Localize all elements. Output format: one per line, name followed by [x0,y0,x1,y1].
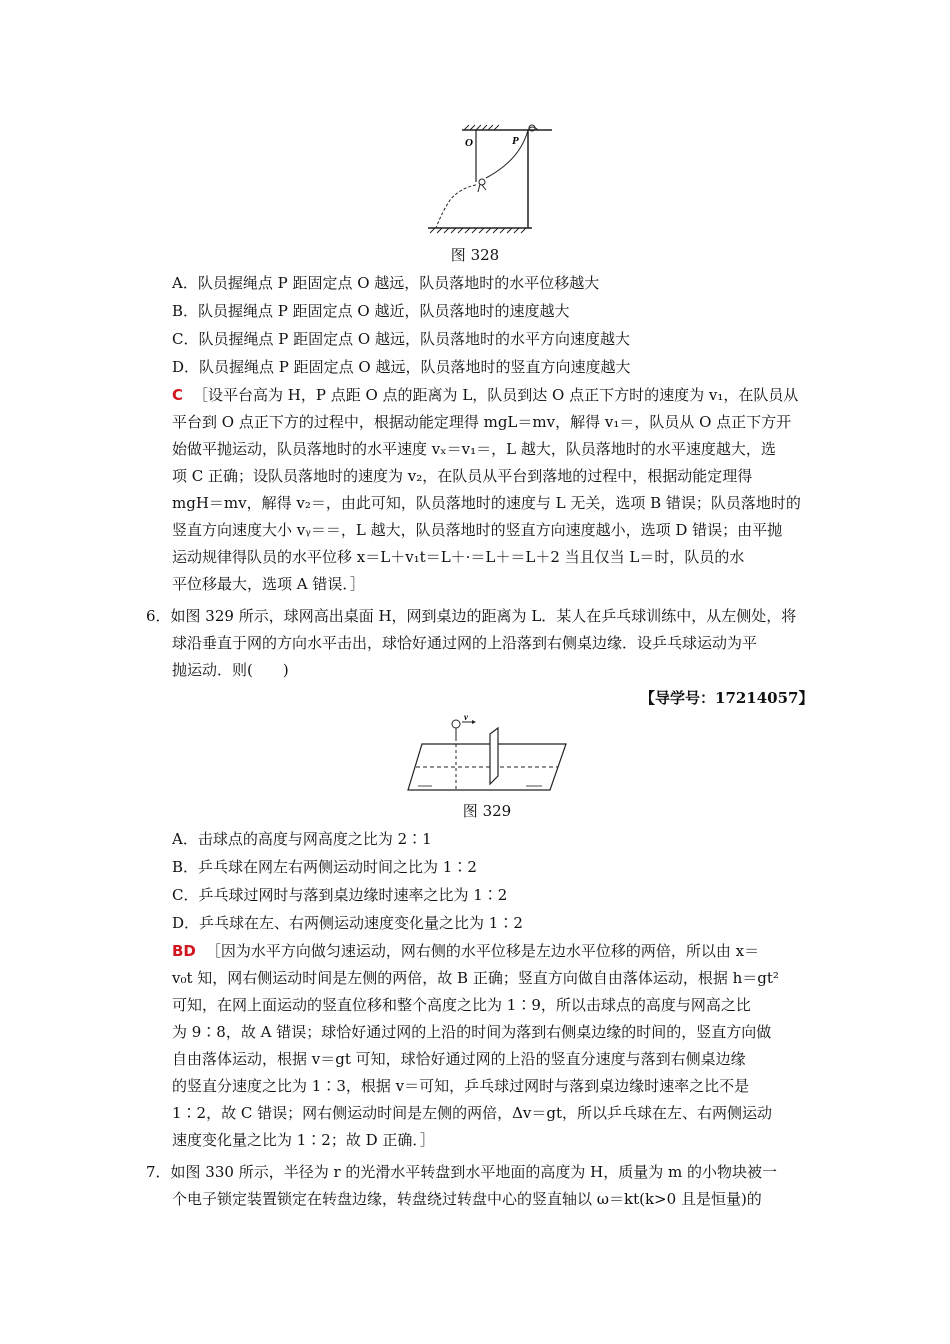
q6-answer-line [172,941,759,961]
q5-explanation-line-2: 平台到 O 点正下方的过程中，根据动能定理得 mgL＝mv，解得 v₁＝，队员从 O 点正下方开 [172,413,792,431]
figure-329-label-v: v [464,714,468,722]
q5-option-a: A．队员握绳点 P 距固定点 O 越远，队员落地时的水平位移越大 [172,274,600,292]
q6-answer: BD [172,942,196,960]
q6-stem-line-2: 球沿垂直于网的方向水平击出，球恰好通过网的上沿落到右侧桌边缘．设乒乓球运动为平 [172,634,758,652]
q6-guide-number: 【导学号：17214057】 [640,689,814,707]
q5-option-b: B．队员握绳点 P 距固定点 O 越近，队员落地时的速度越大 [172,302,570,320]
q6-explanation-line-3: 可知，在网上面运动的竖直位移和整个高度之比为 1∶9，所以击球点的高度与网高之比 [172,996,751,1014]
q7-stem-line-2: 个电子锁定装置锁定在转盘边缘，转盘绕过转盘中心的竖直轴以 ω＝kt(k>0 且是恒量)的 [172,1190,762,1208]
q5-option-d: D．队员握绳点 P 距固定点 O 越远，队员落地时的竖直方向速度越大 [172,358,631,376]
q5-explanation-line-5: mgH＝mv，解得 v₂＝，由此可知，队员落地时的速度与 L 无关，选项 B 错误；队员落地时的 [172,494,801,512]
q5-explanation-line-7: 运动规律得队员的水平位移 x＝L＋v₁t＝L＋·＝L＋＝L＋2 当且仅当 L＝时，队员的水 [172,548,745,566]
q7-stem-line-1: 7．如图 330 所示，半径为 r 的光滑水平转盘到水平地面的高度为 H，质量为 m 的小物块被一 [146,1163,778,1181]
q6-explanation-line-6: 的竖直分速度之比为 1∶3，根据 v＝可知，乒乓球过网时与落到桌边缘时速率之比不是 [172,1077,750,1095]
q6-explanation-line-7: 1∶2，故 C 错误；网右侧运动时间是左侧的两倍，Δv＝gt，所以乒乓球在左、右两侧运动 [172,1104,773,1122]
q6-explanation-line-1: ［因为水平方向做匀速运动，网右侧的水平位移是左边水平位移的两倍，所以由 x＝ [205,942,760,960]
q5-explanation-line-8: 平位移最大，选项 A 错误．］ [172,575,365,593]
q5-explanation-line-3: 始做平抛运动，队员落地时的水平速度 vₓ＝v₁＝，L 越大，队员落地时的水平速度越大，选 [172,440,776,458]
q5-explanation-line-1: ［设平台高为 H，P 点距 O 点的距离为 L，队员到达 O 点正下方时的速度为 v₁，在队员从 [193,386,799,404]
q6-explanation-line-8: 速度变化量之比为 1∶2；故 D 正确．］ [172,1131,435,1149]
q6-option-a: A．击球点的高度与网高度之比为 2∶1 [172,830,432,848]
figure-328-label-p: P [512,135,519,147]
q6-option-d: D．乒乓球在左、右两侧运动速度变化量之比为 1∶2 [172,914,523,932]
q5-explanation-line-4: 项 C 正确；设队员落地时的速度为 v₂，在队员从平台到落地的过程中，根据动能定理得 [172,467,753,485]
figure-328 [420,120,570,240]
q6-stem-line-1: 6．如图 329 所示，球网高出桌面 H，网到桌边的距离为 L．某人在乒乓球训练中，从左侧处，将 [146,607,797,625]
figure-328-label-o: O [465,137,473,149]
figure-329 [406,714,572,798]
q6-stem-line-3: 抛运动．则( ) [172,661,289,679]
q6-explanation-line-5: 自由落体运动，根据 v＝gt 可知，球恰好通过网的上沿的竖直分速度与落到右侧桌边缘 [172,1050,746,1068]
figure-328-caption: 图 328 [450,246,500,264]
figure-329-caption: 图 329 [462,802,512,820]
q6-explanation-line-2: v₀t 知，网右侧运动时间是左侧的两倍，故 B 正确；竖直方向做自由落体运动，根据 h＝gt² [172,969,779,987]
q5-option-c: C．队员握绳点 P 距固定点 O 越远，队员落地时的水平方向速度越大 [172,330,630,348]
q5-answer-line [172,385,798,405]
q6-explanation-line-4: 为 9∶8，故 A 错误；球恰好通过网的上沿的时间为落到右侧桌边缘的时间的，竖直方向做 [172,1023,772,1041]
q6-option-c: C．乒乓球过网时与落到桌边缘时速率之比为 1∶2 [172,886,508,904]
q6-option-b: B．乒乓球在网左右两侧运动时间之比为 1∶2 [172,858,477,876]
q5-explanation-line-6: 竖直方向速度大小 vᵧ＝＝，L 越大，队员落地时的竖直方向速度越小，选项 D 错误；由平抛 [172,521,783,539]
q5-answer: C [172,386,184,404]
